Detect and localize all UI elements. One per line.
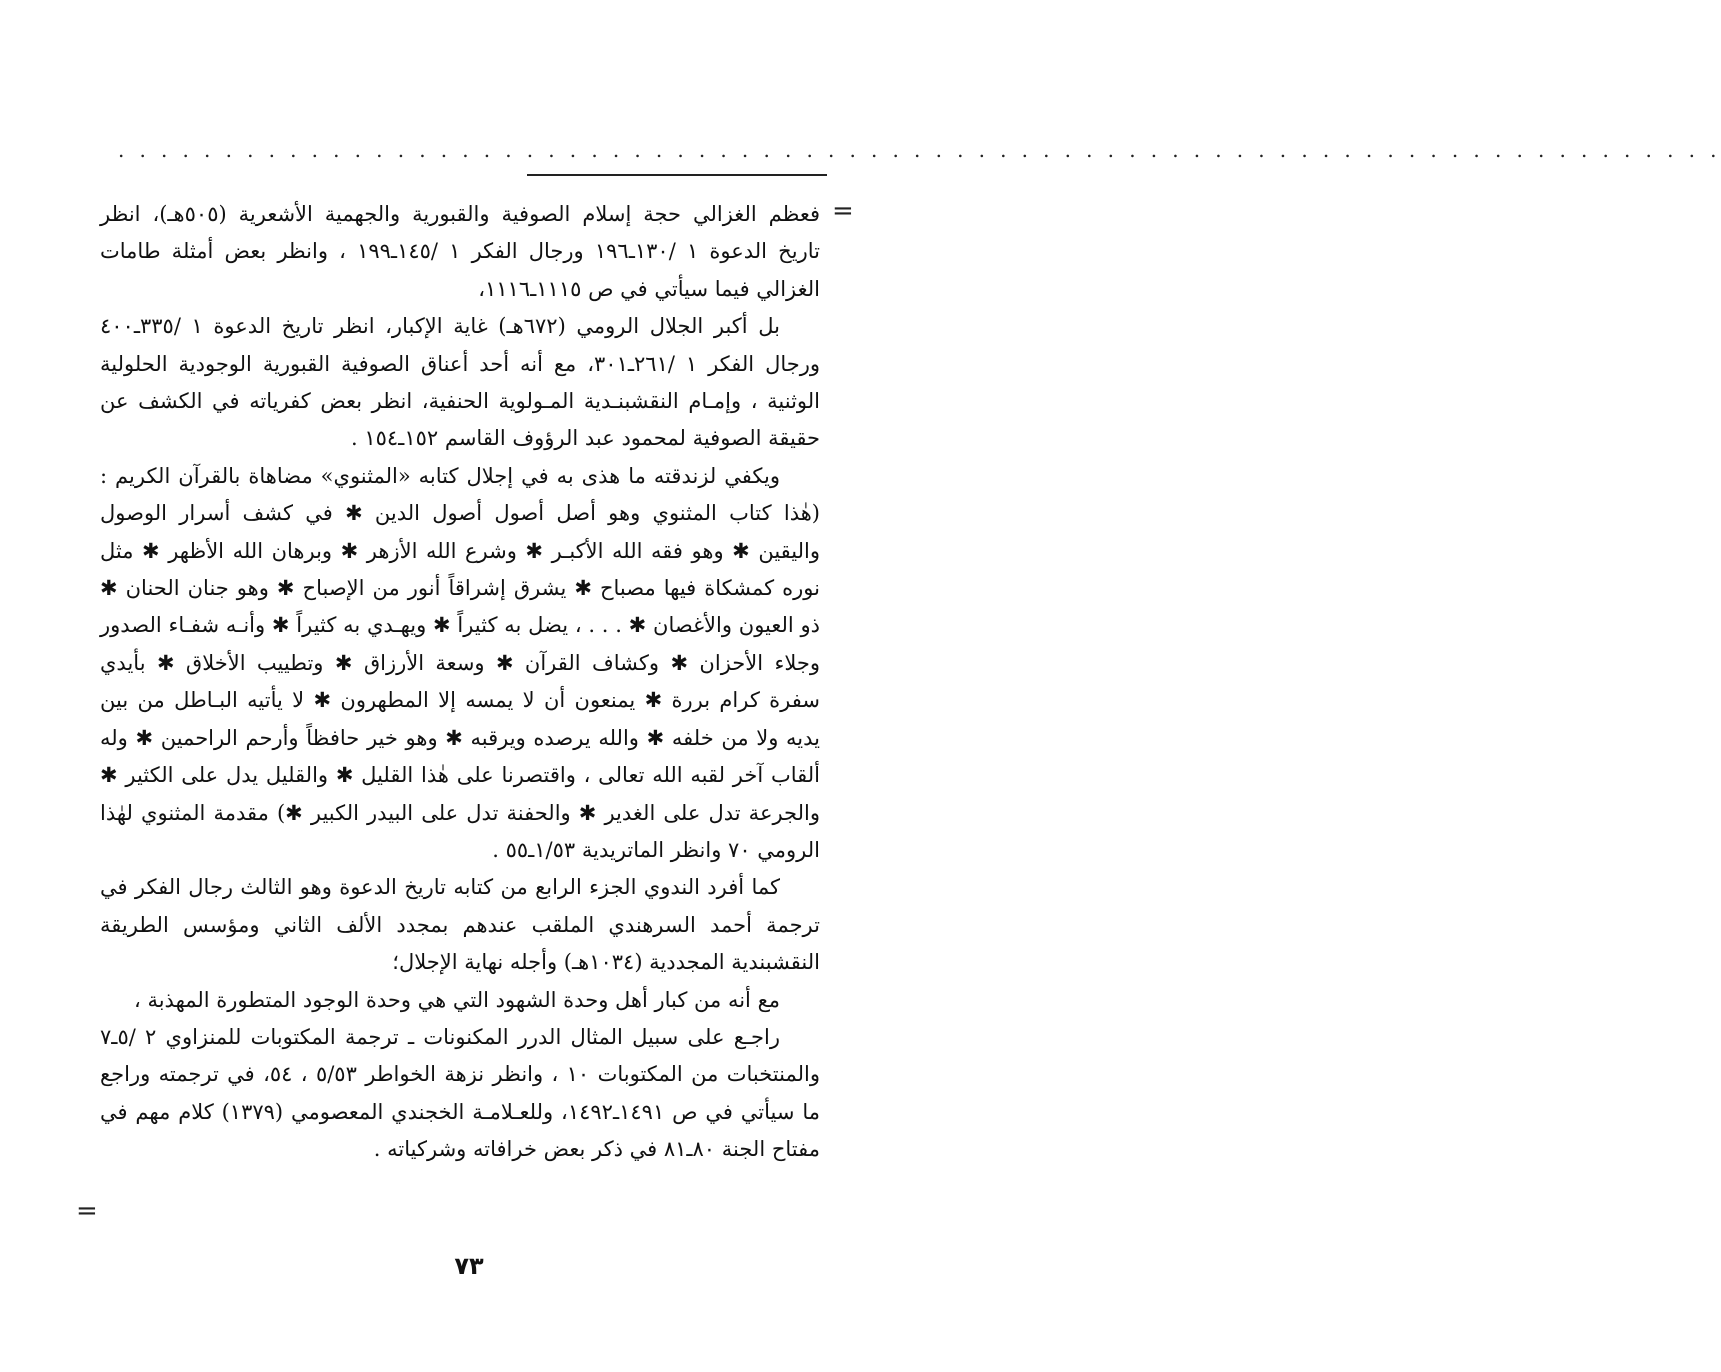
paragraph-sirhindi: كما أفرد الندوي الجزء الرابع من كتابه تاريخ الدعوة وهو الثالث رجال الفكر في ترجمة أحمد السرهندي الملقب عندهم بمجدد الألف الثاني ومؤسس الطريقة النقشبندية المجددية (١٠٣٤هـ) وأجله نهاية الإجلال؛: [100, 875, 820, 975]
page-number: ٧٣: [454, 1252, 484, 1280]
continuation-mark-top: =: [832, 196, 854, 226]
continuation-mark-bottom: =: [76, 1196, 98, 1226]
footnote-rule: [527, 174, 827, 176]
paragraph-rumi: بل أكبر الجلال الرومي (٦٧٢هـ) غاية الإكبار، انظر تاريخ الدعوة ١ /٣٣٥ـ٤٠٠ ورجال الفكر ١ /٢٦١ـ٣٠١، مع أنه أحد أعناق الصوفية القبورية الوجودية الحلولية الوثنية ، وإمـام النقشبنـدية المـولوية الحنفية، انظر بعض كفرياته في الكشف عن حقيقة الصوفية لمحمود عبد الرؤوف القاسم ١٥٢ـ١٥٤ .: [100, 314, 820, 451]
paragraph-wahdat-shuhud: مع أنه من كبار أهل وحدة الشهود التي هي وحدة الوجود المتطورة المهذبة ،: [133, 987, 780, 1012]
paragraph-ghazali: فعظم الغزالي حجة إسلام الصوفية والقبورية والجهمية الأشعرية (٥٠٥هـ)، انظر تاريخ الدعوة ١ /١٣٠ـ١٩٦ ورجال الفكر ١ /١٤٥ـ١٩٩ ، وانظر بعض أمثلة طامات الغزالي فيما سيأتي في ص ١١١٥ـ١١١٦،: [100, 202, 820, 301]
paragraph-references: راجـع على سبيل المثال الدرر المكنونات ـ ترجمة المكتوبات للمنزاوي ٢ /٥ـ٧ والمنتخبات من المكتوبات ١٠ ، وانظر نزهة الخواطر ٥/٥٣ ، ٥٤، في ترجمته وراجع ما سيأتي في ص ١٤٩١ـ١٤٩٢، وللعـلامـة الخجندي المعصومي (١٣٧٩) كلام مهم في مفتاح الجنة ٨٠ـ٨١ في ذكر بعض خرافاته وشركياته .: [100, 1024, 820, 1162]
footnote-text: [100, 196, 820, 1169]
header-dotted-line: . . . . . . . . . . . . . . . . . . . . . . . . . . . . . . . . . . . . . . . . . . . . . . . . . . . . . . . . . . . . . . . . . . . . . . . . . . .: [118, 138, 1721, 162]
paragraph-mathnawi-quote: ويكفي لزندقته ما هذى به في إجلال كتابه «المثنوي» مضاهاة بالقرآن الكريم : (هٰذا كتاب المثنوي وهو أصل أصول أصول الدين ✱ في كشف أسرار الوصول واليقين ✱ وهو فقه الله الأكبـر ✱ وشرع الله الأزهر ✱ وبرهان الله الأظهر ✱ مثل نوره كمشكاة فيها مصباح ✱ يشرق إشراقاً أنور من الإصباح ✱ وهو جنان الحنان ✱ ذو العيون والأغصان ✱ . . . ، يضل به كثيراً ✱ ويهـدي به كثيراً ✱ وأنـه شفـاء الصدور وجلاء الأحزان ✱ وكشاف القرآن ✱ وسعة الأرزاق ✱ وتطييب الأخلاق ✱ بأيدي سفرة كرام بررة ✱ يمنعون أن لا يمسه إلا المطهرون ✱ لا يأتيه البـاطل من بين يديه ولا من خلفه ✱ والله يرصده ويرقبه ✱ وهو خير حافظاً وأرحم الراحمين ✱ وله ألقاب آخر لقبه الله تعالى ، واقتصرنا على هٰذا القليل ✱ والقليل يدل على الكثير ✱ والجرعة تدل على الغدير ✱ والحفنة تدل على البيدر الكبير ✱) مقدمة المثنوي لهٰذا الرومي ٧٠ وانظر الماتريدية ١/٥٣ـ٥٥ .: [100, 463, 820, 862]
